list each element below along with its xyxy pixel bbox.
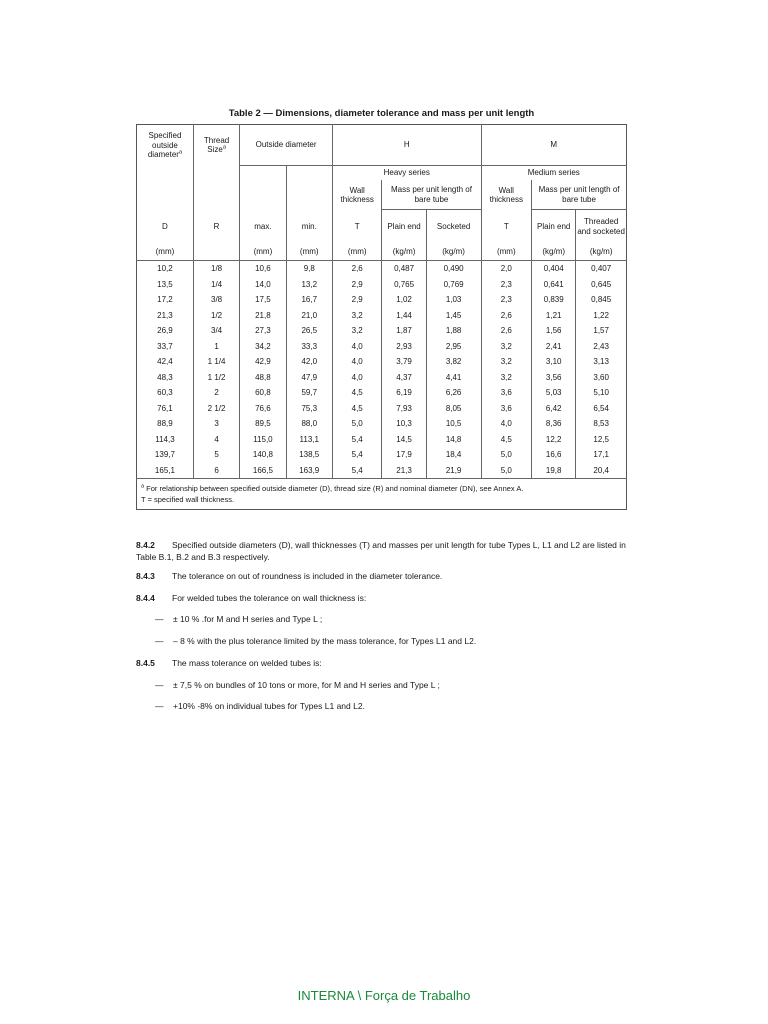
table-cell: 3,2 — [332, 323, 382, 339]
table-cell: 27,3 — [240, 323, 286, 339]
table-cell: 139,7 — [137, 447, 194, 463]
table-cell: 2,93 — [382, 339, 426, 355]
table-cell: 16,7 — [286, 292, 332, 308]
table-row — [137, 339, 627, 355]
header-outside-diameter: Outside diameter — [240, 125, 333, 166]
table-cell: 2,9 — [332, 277, 382, 293]
table-cell: 4,5 — [332, 401, 382, 417]
table-footnotes — [137, 479, 627, 510]
table-cell: 3/8 — [193, 292, 239, 308]
table-cell: 0,845 — [591, 295, 612, 305]
table-cell: 17,5 — [240, 292, 286, 308]
header-min: min. — [286, 210, 332, 244]
table-cell: 18,4 — [426, 447, 481, 463]
units-row — [137, 243, 627, 261]
footnote-t: T = specified wall thickness. — [141, 495, 235, 505]
table-cell: 89,5 — [240, 416, 286, 432]
header-t-h: T — [332, 210, 382, 244]
header-heavy-series: Heavy series — [332, 166, 481, 181]
unit-cell: (kg/m) — [426, 243, 481, 261]
table-cell: 0,490 — [426, 261, 481, 277]
table-cell: 3 — [193, 416, 239, 432]
table-cell: 4,0 — [481, 416, 532, 432]
table-cell: 3,13 — [593, 357, 609, 367]
unit-cell: (mm) — [286, 243, 332, 261]
table-cell: 140,8 — [240, 447, 286, 463]
table-cell: 14,8 — [426, 432, 481, 448]
list-item: — +10% -8% on individual tubes for Types L1 and L2. — [155, 701, 365, 711]
table-cell: 1,02 — [382, 292, 426, 308]
table-cell: 6,19 — [382, 385, 426, 401]
table-cell: 3,6 — [481, 385, 532, 401]
table-cell: 42,4 — [137, 354, 194, 370]
table-cell: 1,03 — [426, 292, 481, 308]
table-cell: 3,60 — [593, 372, 609, 382]
table-cell: 10,5 — [426, 416, 481, 432]
table-cell: 42,0 — [286, 354, 332, 370]
table-cell: 10,3 — [382, 416, 426, 432]
table-cell: 7,93 — [382, 401, 426, 417]
table-cell: 4,0 — [332, 339, 382, 355]
table-cell: 163,9 — [286, 463, 332, 479]
header-thread-size: Thread Size$^a$ — [193, 125, 239, 166]
table-cell: 0,765 — [382, 277, 426, 293]
table-caption: Table 2 — Dimensions, diameter tolerance and mass per unit length — [228, 108, 535, 119]
header-wall-thickness-h: Wall thickness — [332, 180, 382, 210]
table-cell: 88,9 — [137, 416, 194, 432]
table-row — [137, 370, 627, 386]
table-row — [137, 447, 627, 463]
table-cell: 0,487 — [382, 261, 426, 277]
table-cell: 75,3 — [286, 401, 332, 417]
table-cell: 1,57 — [593, 326, 609, 336]
table-cell: 5,0 — [481, 447, 532, 463]
table-cell: 1 — [193, 339, 239, 355]
table-cell: 3/4 — [193, 323, 239, 339]
table-cell: 5,0 — [481, 463, 532, 479]
table-cell: 166,5 — [240, 463, 286, 479]
header-plain-end-h: Plain end — [382, 210, 426, 244]
table-row — [137, 416, 627, 432]
header-r: R — [193, 210, 239, 244]
table-cell: 3,82 — [426, 354, 481, 370]
table-cell: 4,0 — [332, 354, 382, 370]
table-cell: 2,3 — [481, 292, 532, 308]
table-row — [137, 354, 627, 370]
table-cell: 2,6 — [332, 261, 382, 277]
table-cell: 3,79 — [382, 354, 426, 370]
table-cell: 1 1/4 — [193, 354, 239, 370]
table-body — [137, 261, 627, 479]
header-medium-series: Medium series — [481, 166, 626, 181]
table-cell: 2,41 — [532, 339, 576, 355]
header-wall-thickness-m: Wall thickness — [481, 180, 532, 210]
table-cell: 5,0 — [332, 416, 382, 432]
header-max: max. — [240, 210, 286, 244]
header-mass-per-unit-m: Mass per unit length of bare tube — [532, 180, 627, 210]
table-cell: 2,6 — [481, 308, 532, 324]
table-cell: 1,56 — [532, 323, 576, 339]
table-cell: 1,88 — [426, 323, 481, 339]
list-item: — – 8 % with the plus tolerance limited by the mass tolerance, for Types L1 and L2. — [155, 636, 477, 646]
table-cell: 3,2 — [481, 339, 532, 355]
unit-cell: (mm) — [481, 243, 532, 261]
dimensions-table — [136, 124, 627, 510]
unit-cell: (mm) — [137, 243, 194, 261]
unit-cell: (kg/m) — [382, 243, 426, 261]
header-plain-end-m: Plain end — [532, 210, 576, 244]
table-cell: 34,2 — [240, 339, 286, 355]
table-cell: 2 1/2 — [193, 401, 239, 417]
table-cell: 5,4 — [332, 432, 382, 448]
table-cell: 2,9 — [332, 292, 382, 308]
table-cell: 5,03 — [532, 385, 576, 401]
table-cell: 8,05 — [426, 401, 481, 417]
table-row — [137, 277, 627, 293]
table-cell: 20,4 — [593, 465, 609, 475]
table-cell: 14,0 — [240, 277, 286, 293]
table-row — [137, 261, 627, 277]
table-cell: 19,8 — [532, 463, 576, 479]
unit-cell: (kg/m) — [532, 243, 576, 261]
table-cell: 33,3 — [286, 339, 332, 355]
table-cell: 4,41 — [426, 370, 481, 386]
table-cell: 0,839 — [532, 292, 576, 308]
table-cell: 2,3 — [481, 277, 532, 293]
table-cell: 5 — [193, 447, 239, 463]
table-cell: 6,54 — [593, 403, 609, 413]
table-cell: 26,5 — [286, 323, 332, 339]
table-cell: 0,407 — [576, 261, 627, 277]
table-cell: 6,26 — [426, 385, 481, 401]
table-cell: 3,2 — [481, 370, 532, 386]
table-cell: 0,645 — [591, 279, 612, 289]
table-cell: 60,8 — [240, 385, 286, 401]
table-row — [137, 463, 627, 479]
table-cell: 26,9 — [137, 323, 194, 339]
table-row — [137, 292, 627, 308]
table-cell: 12,2 — [532, 432, 576, 448]
table-cell: 59,7 — [286, 385, 332, 401]
table-cell: 21,3 — [137, 308, 194, 324]
table-cell: 3,2 — [481, 354, 532, 370]
table-header — [137, 125, 627, 261]
table-cell: 21,8 — [240, 308, 286, 324]
table-cell: 21,9 — [426, 463, 481, 479]
table-cell: 115,0 — [240, 432, 286, 448]
table-cell: 1 1/2 — [193, 370, 239, 386]
table-cell: 1/8 — [193, 261, 239, 277]
unit-cell: (kg/m) — [589, 246, 613, 256]
table-cell: 5,4 — [332, 447, 382, 463]
table-cell: 5,4 — [332, 463, 382, 479]
table-cell: 13,5 — [137, 277, 194, 293]
table-cell: 10,2 — [137, 261, 194, 277]
table-cell: 48,3 — [137, 370, 194, 386]
table-cell: 6 — [193, 463, 239, 479]
table-cell: 113,1 — [286, 432, 332, 448]
table-cell: 60,3 — [137, 385, 194, 401]
table-cell: 2,43 — [593, 341, 609, 351]
unit-cell: (mm) — [240, 243, 286, 261]
unit-cell — [193, 243, 239, 261]
table-row — [137, 308, 627, 324]
table-cell: 0,404 — [532, 261, 576, 277]
table-cell: 76,1 — [137, 401, 194, 417]
table-cell: 12,5 — [593, 434, 609, 444]
table-cell: 10,6 — [240, 261, 286, 277]
table-row — [137, 401, 627, 417]
table-cell: 1,45 — [426, 308, 481, 324]
table-cell: 2,6 — [481, 323, 532, 339]
table-cell: 4,5 — [332, 385, 382, 401]
table-cell: 0,769 — [426, 277, 481, 293]
table-cell: 1,22 — [593, 310, 609, 320]
unit-cell: (mm) — [332, 243, 382, 261]
table-cell: 42,9 — [240, 354, 286, 370]
header-h: H — [332, 125, 481, 166]
table-cell: 3,10 — [532, 354, 576, 370]
table-cell: 165,1 — [137, 463, 194, 479]
table-cell: 138,5 — [286, 447, 332, 463]
header-socketed-h: Socketed — [426, 210, 481, 244]
table-cell: 47,9 — [286, 370, 332, 386]
table-cell: 6,42 — [532, 401, 576, 417]
table-row — [137, 432, 627, 448]
table-row — [137, 323, 627, 339]
table-cell: 16,6 — [532, 447, 576, 463]
table-cell: 8,36 — [532, 416, 576, 432]
table-cell: 4,37 — [382, 370, 426, 386]
table-cell: 3,2 — [332, 308, 382, 324]
table-cell: 1,44 — [382, 308, 426, 324]
table-cell: 17,9 — [382, 447, 426, 463]
header-threaded-socketed-m: Threaded and socketed — [577, 217, 625, 236]
table-cell: 4,0 — [332, 370, 382, 386]
table-cell: 3,6 — [481, 401, 532, 417]
table-cell: 33,7 — [137, 339, 194, 355]
table-cell: 21,3 — [382, 463, 426, 479]
table-cell: 9,8 — [286, 261, 332, 277]
table-cell: 8,53 — [593, 419, 609, 429]
header-mass-per-unit-h: Mass per unit length of bare tube — [382, 180, 481, 210]
table-cell: 2,0 — [481, 261, 532, 277]
table-cell: 1,87 — [382, 323, 426, 339]
table-cell: 13,2 — [286, 277, 332, 293]
header-specified-outside-diameter: Specified outside diameter$^a$ — [137, 125, 194, 166]
table-cell: 2,95 — [426, 339, 481, 355]
header-t-m: T — [481, 210, 532, 244]
table-cell: 3,56 — [532, 370, 576, 386]
table-cell: 4 — [193, 432, 239, 448]
clause-8-4-5: 8.4.5 The mass tolerance on welded tubes is: — [136, 658, 322, 668]
table-cell: 17,2 — [137, 292, 194, 308]
clause-8-4-4: 8.4.4 For welded tubes the tolerance on wall thickness is: — [136, 593, 367, 603]
table-cell: 1/4 — [193, 277, 239, 293]
table-cell: 4,5 — [481, 432, 532, 448]
list-item: — ± 7,5 % on bundles of 10 tons or more, for M and H series and Type L ; — [155, 680, 440, 690]
footnote-a: $^a$ For relationship between specified outside diameter (D), thread size (R) and nominal diameter (DN), see Annex A. — [141, 483, 524, 493]
table-cell: 14,5 — [382, 432, 426, 448]
clause-8-4-2: 8.4.2 Specified outside diameters (D), wall thicknesses (T) and masses per unit length for tube Types L, L1 and L2 are listed in Table B.1, B.2 and B.3 respectively. — [136, 540, 626, 563]
table-cell: 21,0 — [286, 308, 332, 324]
table-row — [137, 385, 627, 401]
table-cell: 2 — [193, 385, 239, 401]
header-d: D — [137, 210, 194, 244]
table-cell: 48,8 — [240, 370, 286, 386]
table-cell: 1/2 — [193, 308, 239, 324]
clause-8-4-3: 8.4.3 The tolerance on out of roundness is included in the diameter tolerance. — [136, 571, 443, 581]
table-cell: 1,21 — [532, 308, 576, 324]
header-m: M — [550, 140, 558, 150]
table-cell: 76,6 — [240, 401, 286, 417]
table-cell: 114,3 — [137, 432, 194, 448]
table-cell: 5,10 — [593, 388, 609, 398]
table-cell: 0,641 — [532, 277, 576, 293]
list-item: — ± 10 % .for M and H series and Type L ; — [155, 614, 323, 624]
table-cell: 17,1 — [593, 450, 609, 460]
classification-label: INTERNA \ Força de Trabalho — [297, 988, 471, 1003]
table-cell: 88,0 — [286, 416, 332, 432]
